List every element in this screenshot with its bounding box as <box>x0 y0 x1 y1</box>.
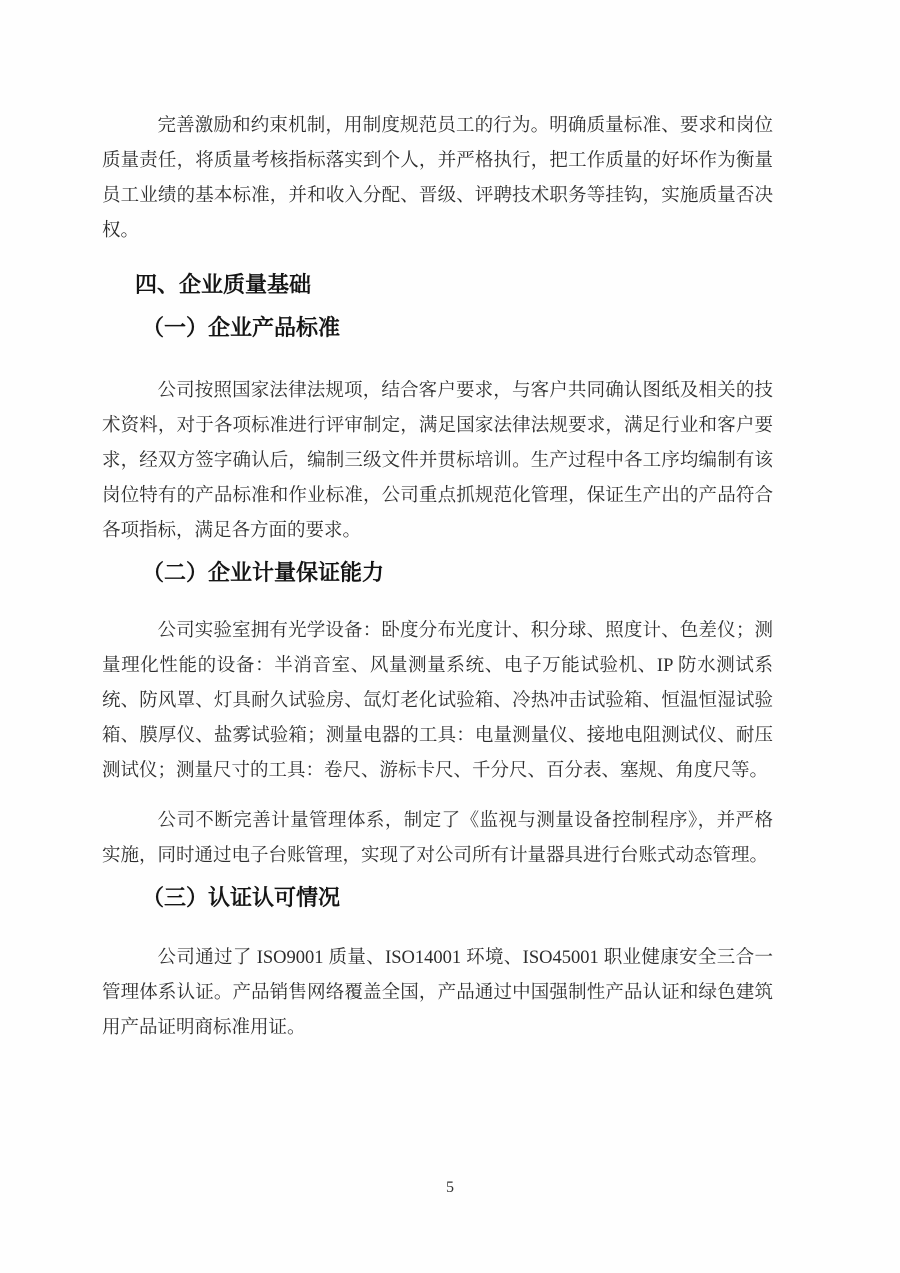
page-footer <box>0 1178 900 1198</box>
metrology-equipment-paragraph: 公司实验室拥有光学设备：卧度分布光度计、积分球、照度计、色差仪；测量理化性能的设备：半消音室、风量测量系统、电子万能试验机、IP 防水测试系统、防风罩、灯具耐久试验房、氙灯老化试验箱、冷热冲击试验箱、恒温恒湿试验箱、膜厚仪、盐雾试验箱；测量电器的工具：电量测量仪、接地电阻测试仪、耐压测试仪；测量尺寸的工具：卷尺、游标卡尺、千分尺、百分表、塞规、角度尺等。 <box>102 621 773 781</box>
page-content <box>102 0 773 1046</box>
page-number: 5 <box>446 1179 454 1196</box>
certification-paragraph: 公司通过了 ISO9001 质量、ISO14001 环境、ISO45001 职业健康安全三合一管理体系认证。产品销售网络覆盖全国，产品通过中国强制性产品认证和绿色建筑用产品证明商标准用证。 <box>102 948 773 1038</box>
intro-paragraph: 完善激励和约束机制，用制度规范员工的行为。明确质量标准、要求和岗位质量责任，将质量考核指标落实到个人，并严格执行，把工作质量的好坏作为衡量员工业绩的基本标准，并和收入分配、晋级、评聘技术职务等挂钩，实施质量否决权。 <box>102 116 773 241</box>
subsection-heading-metrology-capability: （二）企业计量保证能力 <box>142 560 385 585</box>
subsection-heading-certification: （三）认证认可情况 <box>142 885 341 910</box>
metrology-management-paragraph: 公司不断完善计量管理体系，制定了《监视与测量设备控制程序》，并严格实施，同时通过电子台账管理，实现了对公司所有计量器具进行台账式动态管理。 <box>102 811 773 866</box>
subsection-heading-product-standards: （一）企业产品标准 <box>142 315 341 340</box>
product-standards-paragraph: 公司按照国家法律法规项，结合客户要求，与客户共同确认图纸及相关的技术资料，对于各项标准进行评审制定，满足国家法律法规要求，满足行业和客户要求，经双方签字确认后，编制三级文件并贯标培训。生产过程中各工序均编制有该岗位特有的产品标准和作业标准，公司重点抓规范化管理，保证生产出的产品符合各项指标，满足各方面的要求。 <box>102 381 773 541</box>
section-heading-quality-foundation: 四、企业质量基础 <box>135 272 312 297</box>
